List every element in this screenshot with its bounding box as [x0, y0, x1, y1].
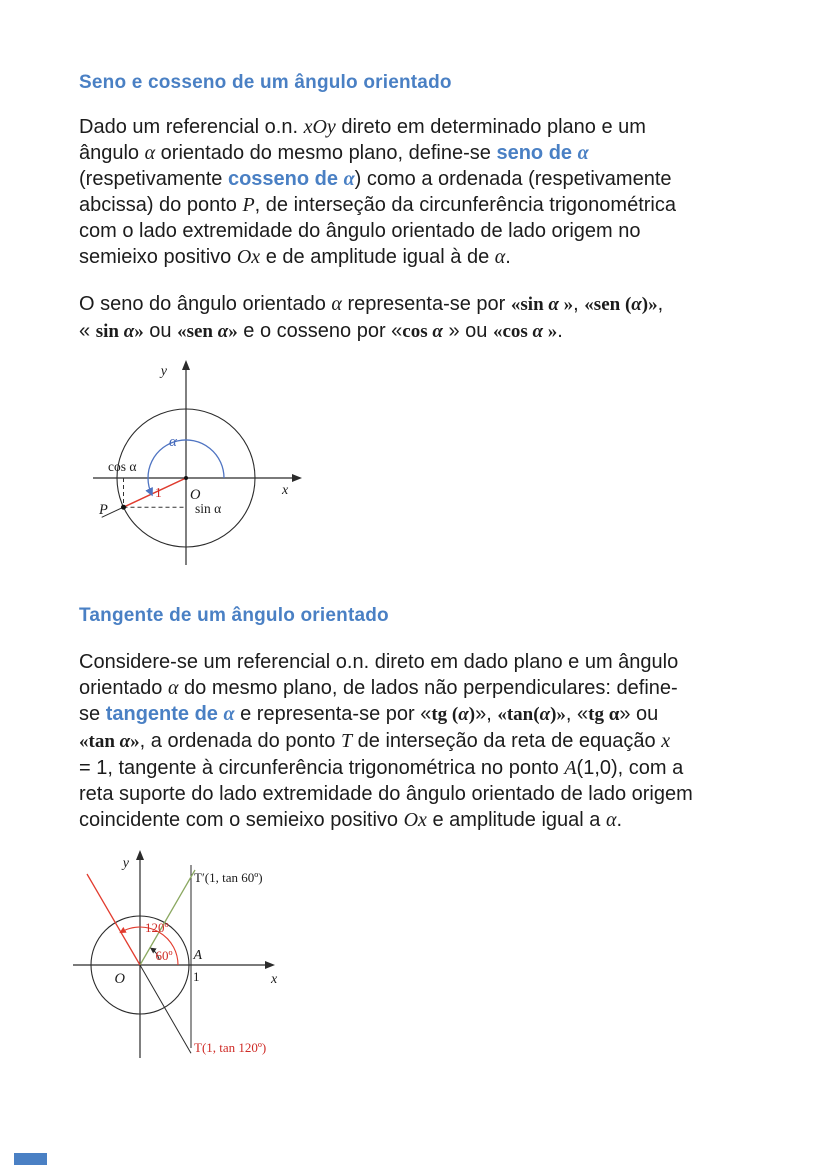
y-axis-arrow-icon [136, 850, 144, 860]
point-a-label: A [193, 948, 203, 963]
origin-label: O [114, 971, 125, 987]
x-axis-arrow-icon [265, 961, 275, 969]
tick-one-label: 1 [193, 969, 200, 984]
cos-alpha-label: cos α [108, 459, 137, 474]
heading-tangente: Tangente de um ângulo orientado [79, 605, 389, 626]
y-axis-label: y [122, 856, 129, 871]
paragraph-definicao-tangente: Considere-se um referencial o.n. direto em dado plano e um ângulo orientado α do mesmo plano, de lados não perpendiculares: define- se tangente de α e representa-se por «tg (α)», «tan(α)», «tg α» ou «tan α», a ordenada do ponto T de interseção da reta de equação x = 1, tangente à circunferência trigonométrica no ponto A(1,0), com a reta suporte do lado extremidade do ângulo orientado de lado origem coincidente com o semieixo positivo Ox e amplitude igual a α. [79, 651, 693, 831]
x-axis-arrow-icon [292, 474, 302, 482]
y-axis-arrow-icon [182, 360, 190, 370]
x-axis-label: x [282, 483, 289, 498]
point-p-dot [121, 505, 126, 510]
angle-alpha-label: α [169, 434, 177, 450]
sin-alpha-label: sin α [195, 501, 222, 516]
next-page-heading-bar [14, 1153, 47, 1165]
figure-circulo-tangente [68, 848, 308, 1073]
paragraph-definicao-seno-cosseno: Dado um referencial o.n. xOy direto em determinado plano e um ângulo α orientado do mesmo plano, define-se seno de α (respetivamente cosseno de α) como a ordenada (respetivamente abcissa) do ponto P, de interseção da circunferência trigonométrica com o lado extremidade do ângulo orientado de lado origem no semieixo positivo Ox e de amplitude igual à de α. [79, 116, 676, 268]
paragraph-notacao-seno-cosseno: O seno do ângulo orientado α representa-se por «sin α », «sen (α)», « sin α» ou «sen α» e o cosseno por «cos α » ou «cos α ». [79, 293, 664, 342]
origin-dot [184, 476, 188, 480]
point-t-prime-label: T′(1, tan 60º) [194, 870, 263, 885]
point-p-label: P [99, 502, 108, 518]
x-axis-label: x [271, 972, 278, 987]
point-t-label: T(1, tan 120º) [194, 1040, 267, 1055]
y-axis-label: y [160, 364, 167, 379]
figure-circulo-seno-cosseno [83, 358, 313, 568]
radius-one-label: 1 [155, 485, 162, 500]
heading-seno-cosseno: Seno e cosseno de um ângulo orientado [79, 72, 452, 93]
angle-120-label: 120º [145, 920, 169, 935]
origin-label: O [190, 487, 201, 503]
opposite-ray-120-line [140, 965, 191, 1053]
angle-60-label: 60º [155, 948, 173, 963]
terminal-side-120-line [87, 874, 140, 965]
